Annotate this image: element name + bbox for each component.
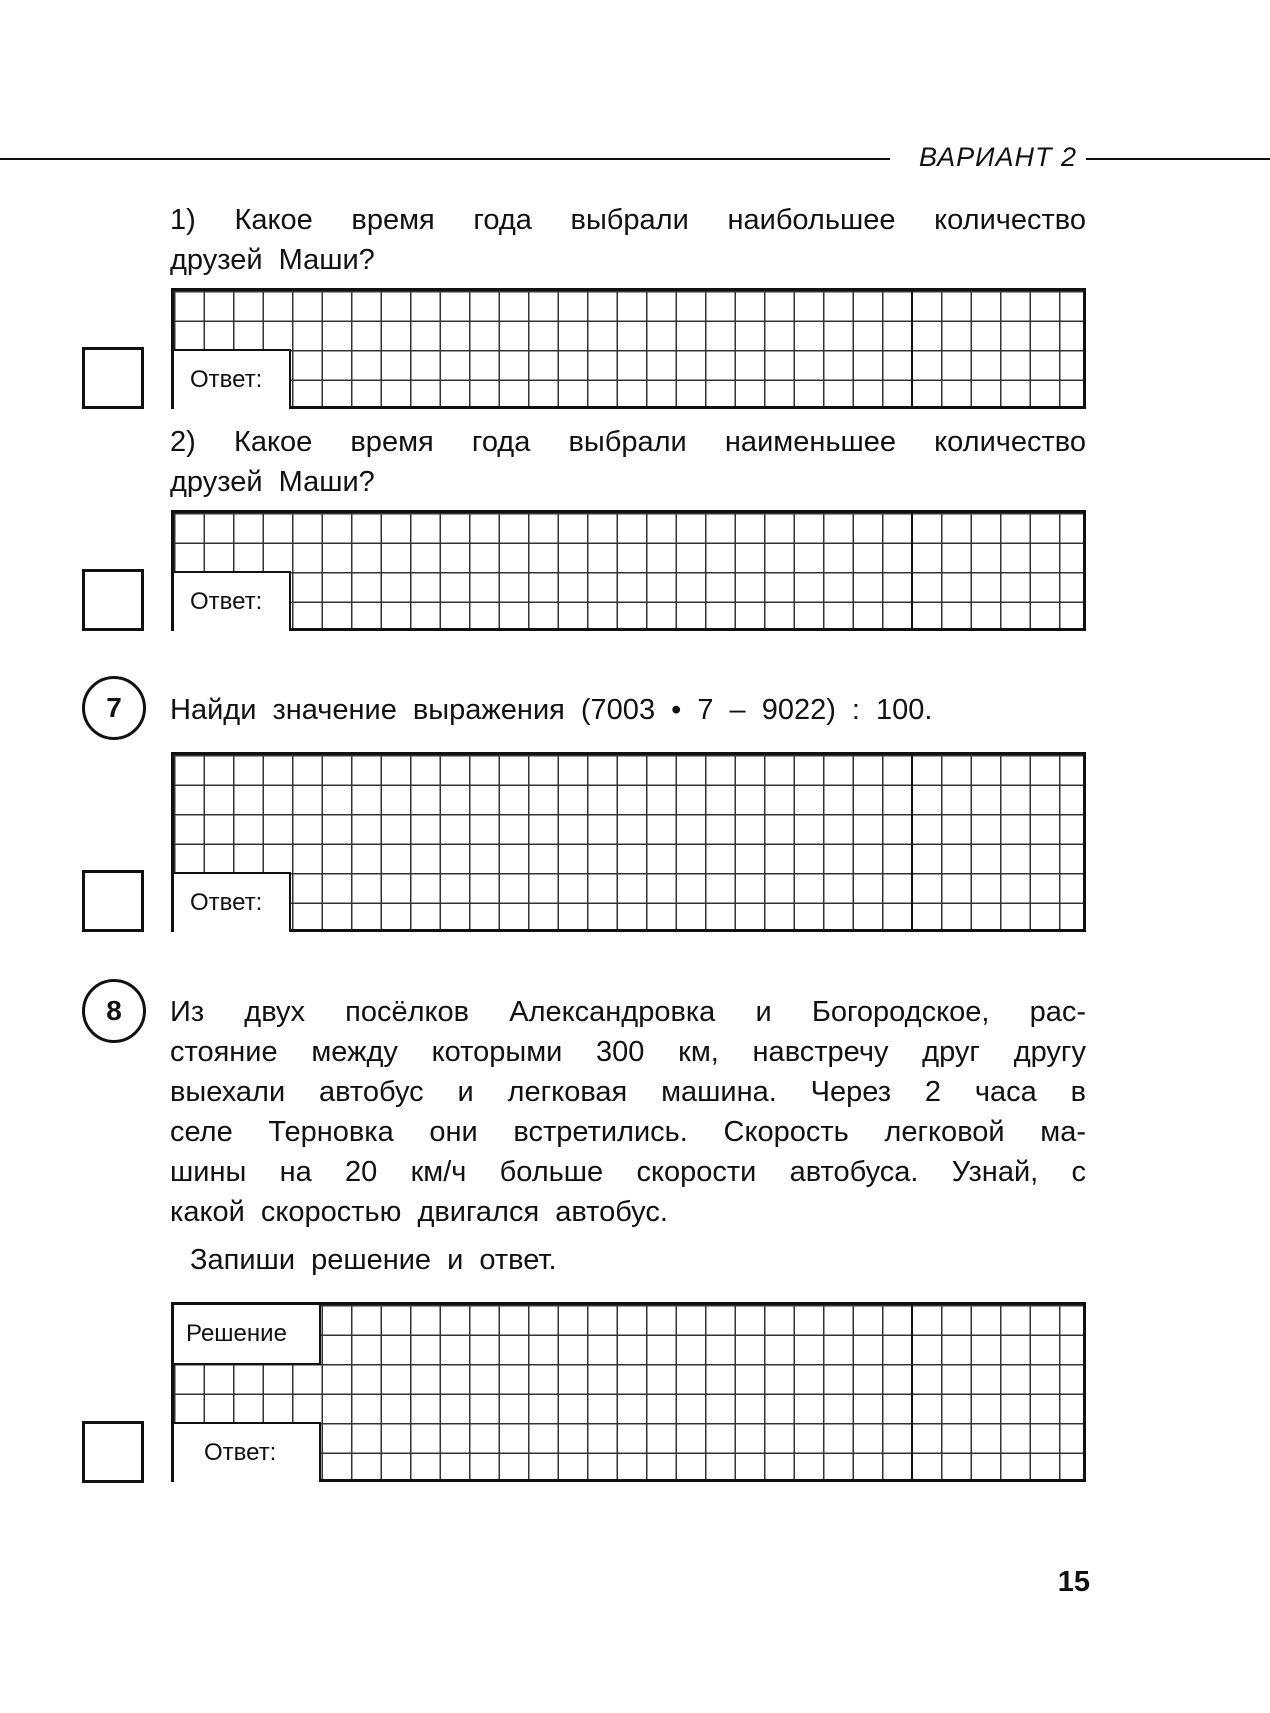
grid-divider (911, 755, 913, 929)
task7-number-circle: 7 (82, 676, 146, 740)
header-rule-left (0, 158, 890, 160)
task8-line: стояние между которыми 300 км, навстречу друг другу (170, 1036, 1086, 1068)
task8-line: какой скоростью двигался автобус. (170, 1196, 668, 1228)
task8-line: выехали автобус и легковая машина. Через 2 часа в (170, 1076, 1086, 1108)
task6-q1-line1: 1) Какое время года выбрали наибольшее количество (170, 204, 1086, 236)
task6-q2-text-2 (170, 462, 1086, 502)
solution-label: Решение (174, 1305, 321, 1365)
page-number: 15 (1057, 1566, 1090, 1598)
task8-instruction: Запиши решение и ответ. (190, 1244, 557, 1276)
grid-divider (911, 1305, 913, 1479)
answer-label: Ответ: (174, 872, 291, 932)
task6-q1-text-2 (170, 240, 1086, 280)
task8-score-box[interactable] (82, 1421, 144, 1483)
task6-q2-grid[interactable] (171, 510, 1086, 631)
task6-q2-score-box[interactable] (82, 569, 144, 631)
task7-score-box[interactable] (82, 870, 144, 932)
answer-label: Ответ: (174, 1422, 321, 1482)
task8-line: селе Терновка они встретились. Скорость легковой ма- (170, 1116, 1086, 1148)
task8-number-circle: 8 (82, 979, 146, 1043)
task7-text: Найди значение выражения (7003 • 7 – 9022) : 100. (170, 694, 933, 726)
task6-q1-score-box[interactable] (82, 347, 144, 409)
task8-text (170, 992, 1086, 1232)
grid-divider (911, 513, 913, 628)
task6-q2-text (170, 422, 1086, 462)
answer-label: Ответ: (174, 571, 291, 631)
task6-q1-grid[interactable] (171, 288, 1086, 409)
task8-grid[interactable] (171, 1302, 1086, 1482)
task6-q1-text (170, 200, 1086, 240)
answer-label: Ответ: (174, 349, 291, 409)
task7-grid[interactable] (171, 752, 1086, 932)
task6-q2-line1: 2) Какое время года выбрали наименьшее количество (170, 426, 1086, 458)
grid-divider (911, 291, 913, 406)
header-rule-right (1086, 158, 1270, 160)
task6-q1-line2: друзей Маши? (170, 244, 375, 276)
task8-line: шины на 20 км/ч больше скорости автобуса. Узнай, с (170, 1156, 1086, 1188)
task8-line: Из двух посёлков Александровка и Богородское, рас- (170, 996, 1086, 1028)
task6-q2-line2: друзей Маши? (170, 466, 375, 498)
variant-label: ВАРИАНТ 2 (919, 142, 1077, 172)
